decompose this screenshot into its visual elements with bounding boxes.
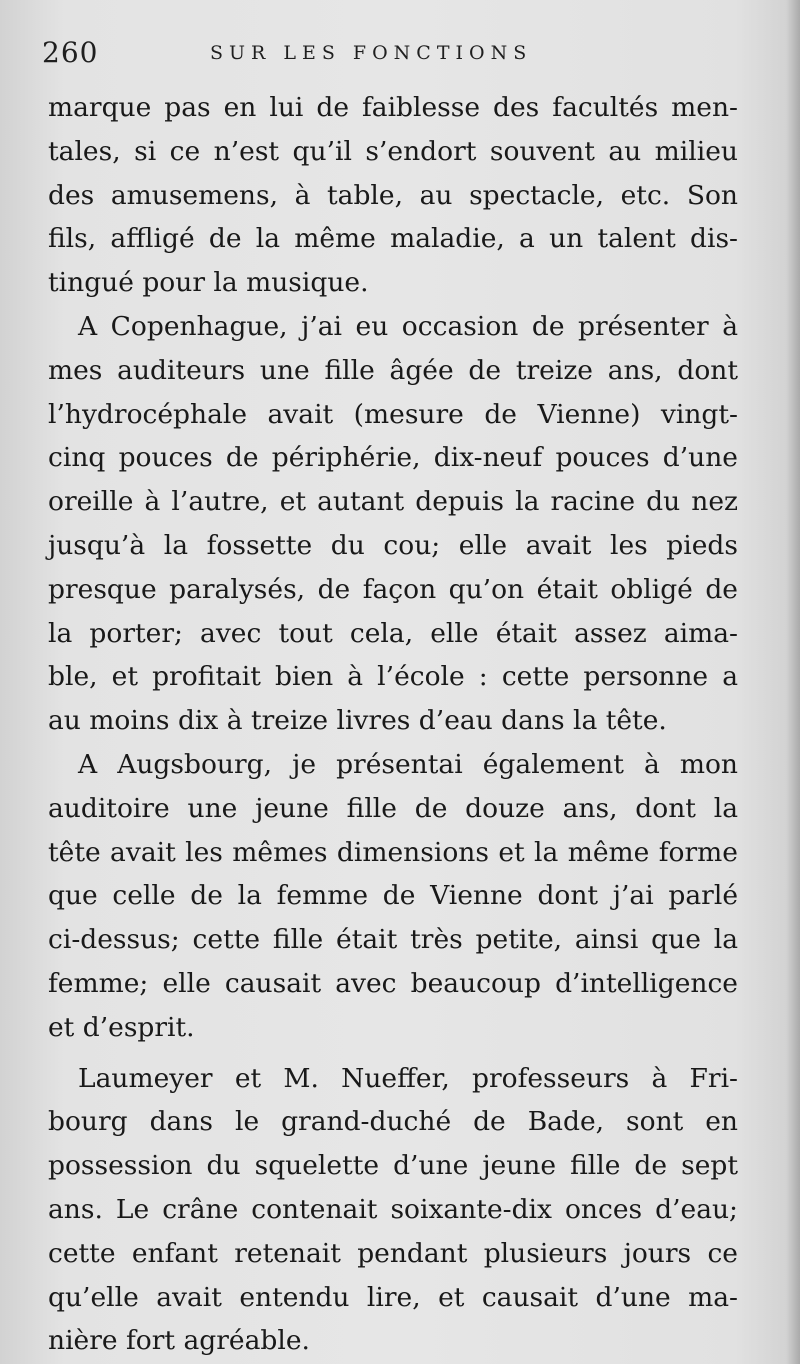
paragraph-gap xyxy=(48,1050,738,1057)
text-line: Laumeyer et M. Nueffer, professeurs à Fri- xyxy=(78,1062,738,1094)
text-line: A Copenhague, j’ai eu occasion de présenter à xyxy=(78,310,738,342)
body-text xyxy=(48,86,738,1363)
paragraph-3 xyxy=(48,743,738,1050)
text-line: nière fort agréable. xyxy=(48,1325,310,1357)
text-line: jusqu’à la fossette du cou; elle avait les pieds xyxy=(48,529,738,561)
text-line: qu’elle avait entendu lire, et causait d’une ma- xyxy=(48,1281,738,1313)
text-line: ci-dessus; cette fille était très petite, ainsi que la xyxy=(48,924,738,956)
text-line: que celle de la femme de Vienne dont j’ai parlé xyxy=(48,880,738,912)
running-title: SUR LES FONCTIONS xyxy=(210,42,533,64)
paragraph-4 xyxy=(48,1057,738,1364)
page-number: 260 xyxy=(42,36,99,69)
text-line: cinq pouces de périphérie, dix-neuf pouces d’une xyxy=(48,442,738,474)
text-line: la porter; avec tout cela, elle était assez aima- xyxy=(48,617,738,649)
text-line: marque pas en lui de faiblesse des facultés men- xyxy=(48,92,738,123)
text-line: tales, si ce n’est qu’il s’endort souvent au milieu xyxy=(48,135,738,167)
text-line: mes auditeurs une fille âgée de treize ans, dont xyxy=(48,354,738,386)
text-line: fils, affligé de la même maladie, a un talent dis- xyxy=(48,223,738,255)
text-line: et d’esprit. xyxy=(48,1011,195,1043)
paragraph-1 xyxy=(48,86,738,305)
text-line: tête avait les mêmes dimensions et la même forme xyxy=(48,836,738,868)
text-line: presque paralysés, de façon qu’on était obligé de xyxy=(48,573,738,605)
text-line: A Augsbourg, je présentai également à mon xyxy=(78,748,738,780)
text-line: au moins dix à treize livres d’eau dans la tête. xyxy=(48,705,667,737)
paragraph-2 xyxy=(48,305,738,743)
text-line: bourg dans le grand-duché de Bade, sont en xyxy=(48,1106,738,1138)
text-line: tingué pour la musique. xyxy=(48,267,369,299)
text-line: l’hydrocéphale avait (mesure de Vienne) vingt- xyxy=(48,398,738,430)
text-line: femme; elle causait avec beaucoup d’intelligence xyxy=(48,967,738,999)
page-gutter-shadow xyxy=(786,0,800,1364)
text-line: cette enfant retenait pendant plusieurs jours ce xyxy=(48,1237,738,1269)
text-line: auditoire une jeune fille de douze ans, dont la xyxy=(48,792,738,824)
page-header xyxy=(42,36,742,80)
text-line: des amusemens, à table, au spectacle, etc. Son xyxy=(48,179,738,211)
text-line: oreille à l’autre, et autant depuis la racine du nez xyxy=(48,486,738,518)
text-line: ble, et profitait bien à l’école : cette personne a xyxy=(48,661,738,693)
text-line: ans. Le crâne contenait soixante-dix onces d’eau; xyxy=(48,1193,738,1225)
text-line: possession du squelette d’une jeune fille de sept xyxy=(48,1150,738,1182)
